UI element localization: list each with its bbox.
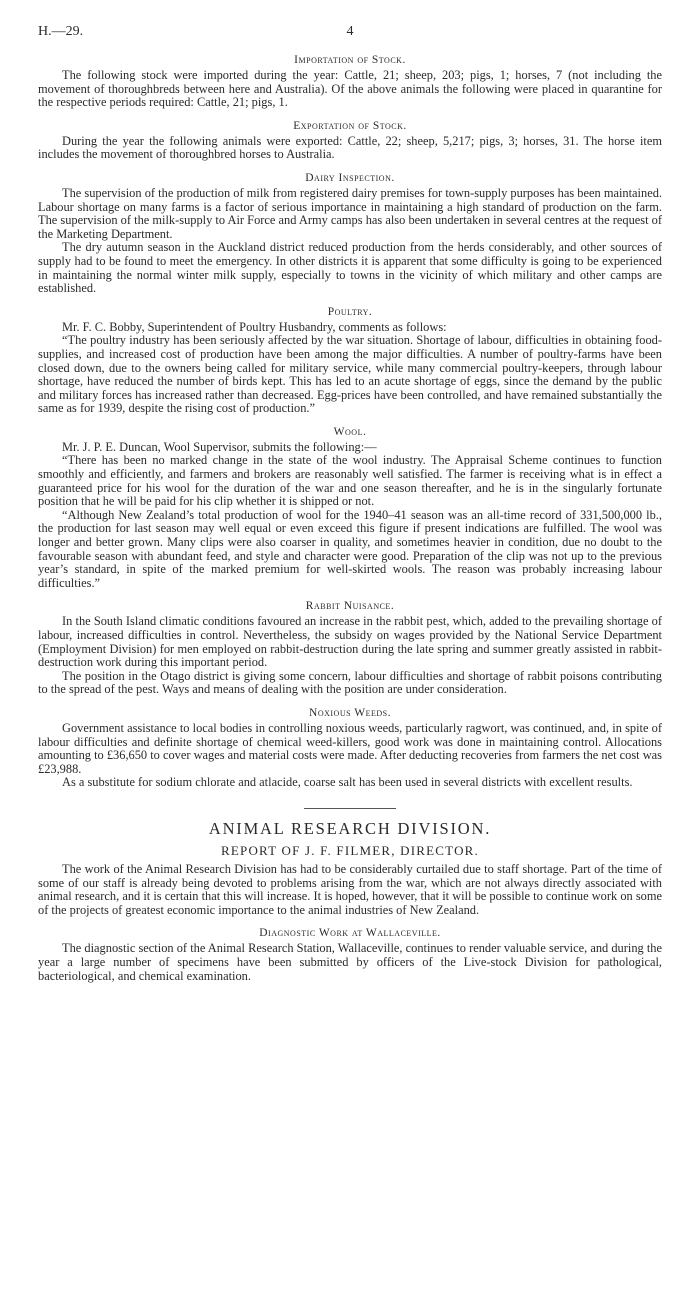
section-rabbit-nuisance: [38, 600, 662, 697]
section-importation-of-stock: [38, 54, 662, 110]
section-diagnostic-work: [38, 927, 662, 983]
paragraph: “The poultry industry has been seriously affected by the war situation. Shortage of labour, difficulties in obtaining food-supplies, and increased cost of production have been among the major difficulties. A number of poultry-farms have been closed down, due to the owners being called for military service, while many commercial poultry-keepers, through labour shortage, have reduced the number of birds kept. This has led to an acute shortage of eggs, since the demand by the public and military forces has increased rather than decreased. Egg-prices have been controlled, and have remained substantially the same as for 1939, despite the rising cost of production.”: [38, 333, 662, 416]
division-heading: ANIMAL RESEARCH DIVISION.: [208, 818, 492, 838]
paragraph: The dry autumn season in the Auckland district reduced production from the herds considerably, and other sources of supply had to be found to meet the emergency. In other districts it is apparent that some difficulty is going to be experienced in maintaining the normal winter milk supply, especially to towns in the vicinity of which military and other camps are established.: [38, 240, 662, 296]
page-number: 4: [346, 24, 354, 39]
section-wool: [38, 426, 662, 591]
section-heading: Wool.: [333, 425, 367, 438]
section-dairy-inspection: [38, 172, 662, 296]
paragraph: The diagnostic section of the Animal Research Station, Wallaceville, continues to render valuable service, and during the year a large number of specimens have been submitted by officers of the Live-stock Division for pathological, bacteriological, and chemical examination.: [38, 941, 662, 983]
section-heading: Noxious Weeds.: [309, 706, 391, 719]
section-heading: Exportation of Stock.: [293, 119, 407, 132]
paragraph: The work of the Animal Research Division has had to be considerably curtailed due to staff shortage. Part of the time of some of our staff is already being devoted to problems arising from the war, which are not always directly associated with animal research, and it is certain that this will increase. It is hoped, however, that it will be possible to continue work on some of the projects of greatest economic importance to the animal industries of New Zealand.: [38, 861, 662, 917]
section-poultry: [38, 306, 662, 416]
section-heading: Importation of Stock.: [294, 54, 406, 66]
paragraph: The following stock were imported during the year: Cattle, 21; sheep, 203; pigs, 1; horses, 7 (not including the movement of thoroughbreds between here and Australia). Of the above animals the following were placed in quarantine for the respective periods required: Cattle, 21; pigs, 1.: [38, 68, 662, 110]
section-heading: Diagnostic Work at Wallaceville.: [259, 927, 441, 940]
report-heading: REPORT OF J. F. FILMER, DIRECTOR.: [221, 842, 479, 858]
paragraph: In the South Island climatic conditions favoured an increase in the rabbit pest, which, added to the prevailing shortage of labour, increased difficulties in control. Nevertheless, the subsidy on wages provided by the National Service Department (Employment Division) for men employed on rabbit-destruction during the late spring and summer greatly assisted in rabbit-destruction work during this important period.: [38, 614, 662, 670]
paragraph: “Although New Zealand’s total production of wool for the 1940–41 season was an all-time record of 331,500,000 lb., the production for last season may well equal or even exceed this figure if present indications are fulfilled. The wool was longer and better grown. Many clips were also coarser in quality, and sometimes heavier in condition, due no doubt to the favourable season with abundant feed, and style and character were good. Preparation of the clip was not up to the previous year’s standard, in spite of the marked premium for well-skirted wools. The reason was probably increasing labour difficulties.”: [38, 507, 662, 590]
section-exportation-of-stock: [38, 120, 662, 162]
paragraph: Mr. J. P. E. Duncan, Wool Supervisor, submits the following:—: [62, 439, 377, 454]
document-page: [38, 24, 662, 983]
paragraph: The supervision of the production of milk from registered dairy premises for town-supply purposes has been maintained. Labour shortage on many farms is a factor of serious importance in maintaining a high standard of production on the farm. The supervision of the milk-supply to Air Force and Army camps has also been undertaken in several centres at the request of the Marketing Department.: [38, 185, 662, 241]
section-heading: Rabbit Nuisance.: [305, 600, 395, 613]
section-heading: Poultry.: [327, 305, 373, 318]
paragraph: During the year the following animals were exported: Cattle, 22; sheep, 5,217; pigs, 3; horses, 31. The horse item includes the movement of thoroughbred horses to Australia.: [38, 133, 662, 162]
paragraph: “There has been no marked change in the state of the wool industry. The Appraisal Scheme continues to function smoothly and efficiently, and farmers and brokers are reasonably well satisfied. The farmer is receiving what is in effect a guaranteed price for his wool for the duration of the war and one season thereafter, and he is in the singularly fortunate position that he will be paid for his clip whether it is shipped or not.: [38, 453, 662, 509]
section-animal-research-division: [38, 819, 662, 917]
section-heading: Dairy Inspection.: [305, 171, 395, 184]
paragraph: Mr. F. C. Bobby, Superintendent of Poultry Husbandry, comments as follows:: [62, 319, 447, 334]
paragraph: As a substitute for sodium chlorate and atlacide, coarse salt has been used in several districts with excellent results.: [62, 775, 633, 790]
running-header: [38, 24, 662, 44]
section-divider: [304, 808, 396, 809]
paragraph: The position in the Otago district is giving some concern, labour difficulties and shortage of rabbit poisons contributing to the spread of the pest. Ways and means of dealing with the position are under consideration.: [38, 668, 662, 697]
paragraph: Government assistance to local bodies in controlling noxious weeds, particularly ragwort, was continued, and, in spite of labour difficulties and definite shortage of chemical weed-killers, good work was done in maintaining control. Allocations amounting to £36,650 to cover wages and material costs were made. After deducting recoveries from farmers the net cost was £23,988.: [38, 720, 662, 776]
document-reference: H.—29.: [38, 24, 84, 39]
section-noxious-weeds: [38, 707, 662, 790]
